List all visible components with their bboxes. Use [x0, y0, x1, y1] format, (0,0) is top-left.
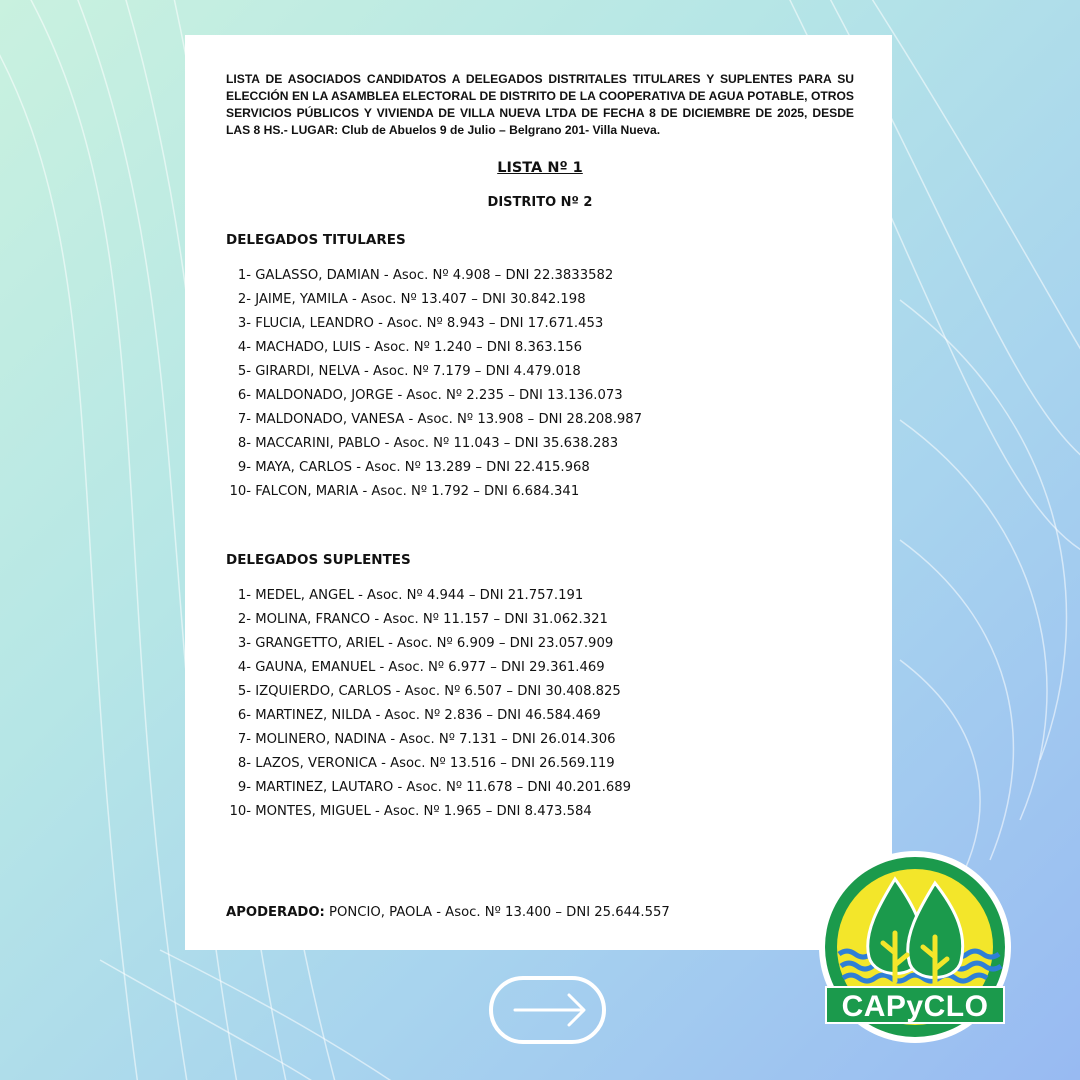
item-text: MARTINEZ, NILDA - Asoc. Nº 2.836 – DNI 46.584.469: [255, 708, 601, 723]
list-item: [226, 584, 854, 608]
item-number: 8-: [237, 756, 251, 771]
list-item: [226, 384, 854, 408]
list-title: LISTA Nº 1: [497, 160, 583, 176]
item-number: 1-: [237, 588, 251, 603]
list-item: [226, 656, 854, 680]
item-text: LAZOS, VERONICA - Asoc. Nº 13.516 – DNI 26.569.119: [255, 756, 615, 771]
item-text: GRANGETTO, ARIEL - Asoc. Nº 6.909 – DNI 23.057.909: [255, 636, 614, 651]
titulares-list: [226, 264, 854, 504]
item-number: 4-: [237, 340, 251, 355]
list-item: [226, 336, 854, 360]
item-number: 6-: [237, 708, 251, 723]
item-number: 10-: [229, 484, 251, 499]
list-item: [226, 608, 854, 632]
item-text: MACCARINI, PABLO - Asoc. Nº 11.043 – DNI 35.638.283: [255, 436, 619, 451]
list-item: [226, 776, 854, 800]
item-text: MALDONADO, JORGE - Asoc. Nº 2.235 – DNI 13.136.073: [255, 388, 623, 403]
list-item: [226, 408, 854, 432]
item-text: GAUNA, EMANUEL - Asoc. Nº 6.977 – DNI 29.361.469: [255, 660, 605, 675]
item-number: 10-: [229, 804, 251, 819]
list-item: [226, 704, 854, 728]
item-number: 6-: [237, 388, 251, 403]
capyclo-logo: [817, 849, 1013, 1045]
list-item: [226, 360, 854, 384]
item-text: MONTES, MIGUEL - Asoc. Nº 1.965 – DNI 8.473.584: [255, 804, 592, 819]
item-number: 9-: [237, 460, 251, 475]
list-item: [226, 728, 854, 752]
item-text: MEDEL, ANGEL - Asoc. Nº 4.944 – DNI 21.757.191: [255, 588, 584, 603]
item-number: 7-: [237, 732, 251, 747]
item-text: GALASSO, DAMIAN - Asoc. Nº 4.908 – DNI 22.3833582: [255, 268, 614, 283]
item-number: 3-: [237, 636, 251, 651]
list-item: [226, 800, 854, 824]
list-item: [226, 752, 854, 776]
item-text: MOLINA, FRANCO - Asoc. Nº 11.157 – DNI 31.062.321: [255, 612, 608, 627]
list-item: [226, 432, 854, 456]
list-item: [226, 312, 854, 336]
item-text: FLUCIA, LEANDRO - Asoc. Nº 8.943 – DNI 17.671.453: [255, 316, 604, 331]
list-item: [226, 480, 854, 504]
item-number: 2-: [237, 292, 251, 307]
item-number: 7-: [237, 412, 251, 427]
suplentes-heading: DELEGADOS SUPLENTES: [226, 552, 411, 568]
list-item: [226, 680, 854, 704]
item-text: JAIME, YAMILA - Asoc. Nº 13.407 – DNI 30.842.198: [255, 292, 586, 307]
item-number: 3-: [237, 316, 251, 331]
item-text: MOLINERO, NADINA - Asoc. Nº 7.131 – DNI 26.014.306: [255, 732, 616, 747]
list-item: [226, 632, 854, 656]
document-header: LISTA DE ASOCIADOS CANDIDATOS A DELEGADOS DISTRITALES TITULARES Y SUPLENTES PARA SU ELECCIÓN EN LA ASAMBLEA ELECTORAL DE DISTRITO DE LA COOPERATIVA DE AGUA POTABLE, OTROS SERVICIOS PÚBLICOS Y VIVIENDA DE VILLA NUEVA LTDA DE FECHA 8 DE DICIEMBRE DE 2025, DESDE LAS 8 HS.- LUGAR: Club de Abuelos 9 de Julio – Belgrano 201- Villa Nueva.: [226, 72, 854, 137]
item-number: 2-: [237, 612, 251, 627]
item-number: 8-: [237, 436, 251, 451]
item-text: MALDONADO, VANESA - Asoc. Nº 13.908 – DNI 28.208.987: [255, 412, 643, 427]
item-number: 5-: [237, 364, 251, 379]
attorney-text: PONCIO, PAOLA - Asoc. Nº 13.400 – DNI 25.644.557: [324, 905, 670, 920]
document-page: [185, 35, 892, 950]
item-text: GIRARDI, NELVA - Asoc. Nº 7.179 – DNI 4.479.018: [255, 364, 581, 379]
item-text: MARTINEZ, LAUTARO - Asoc. Nº 11.678 – DNI 40.201.689: [255, 780, 632, 795]
list-item: [226, 288, 854, 312]
item-number: 5-: [237, 684, 251, 699]
next-button[interactable]: [489, 976, 606, 1044]
item-number: 1-: [237, 268, 251, 283]
item-text: MACHADO, LUIS - Asoc. Nº 1.240 – DNI 8.363.156: [255, 340, 582, 355]
item-number: 4-: [237, 660, 251, 675]
list-item: [226, 264, 854, 288]
item-text: MAYA, CARLOS - Asoc. Nº 13.289 – DNI 22.415.968: [255, 460, 590, 475]
item-text: FALCON, MARIA - Asoc. Nº 1.792 – DNI 6.684.341: [255, 484, 580, 499]
list-item: [226, 456, 854, 480]
titulares-heading: DELEGADOS TITULARES: [226, 232, 406, 248]
attorney-line: [226, 903, 670, 923]
item-number: 9-: [237, 780, 251, 795]
arrow-right-icon: [493, 980, 602, 1040]
logo-text: CAPyCLO: [825, 986, 1005, 1024]
district-title: DISTRITO Nº 2: [487, 195, 593, 210]
attorney-label: APODERADO:: [226, 905, 325, 920]
suplentes-list: [226, 584, 854, 824]
item-text: IZQUIERDO, CARLOS - Asoc. Nº 6.507 – DNI 30.408.825: [255, 684, 621, 699]
